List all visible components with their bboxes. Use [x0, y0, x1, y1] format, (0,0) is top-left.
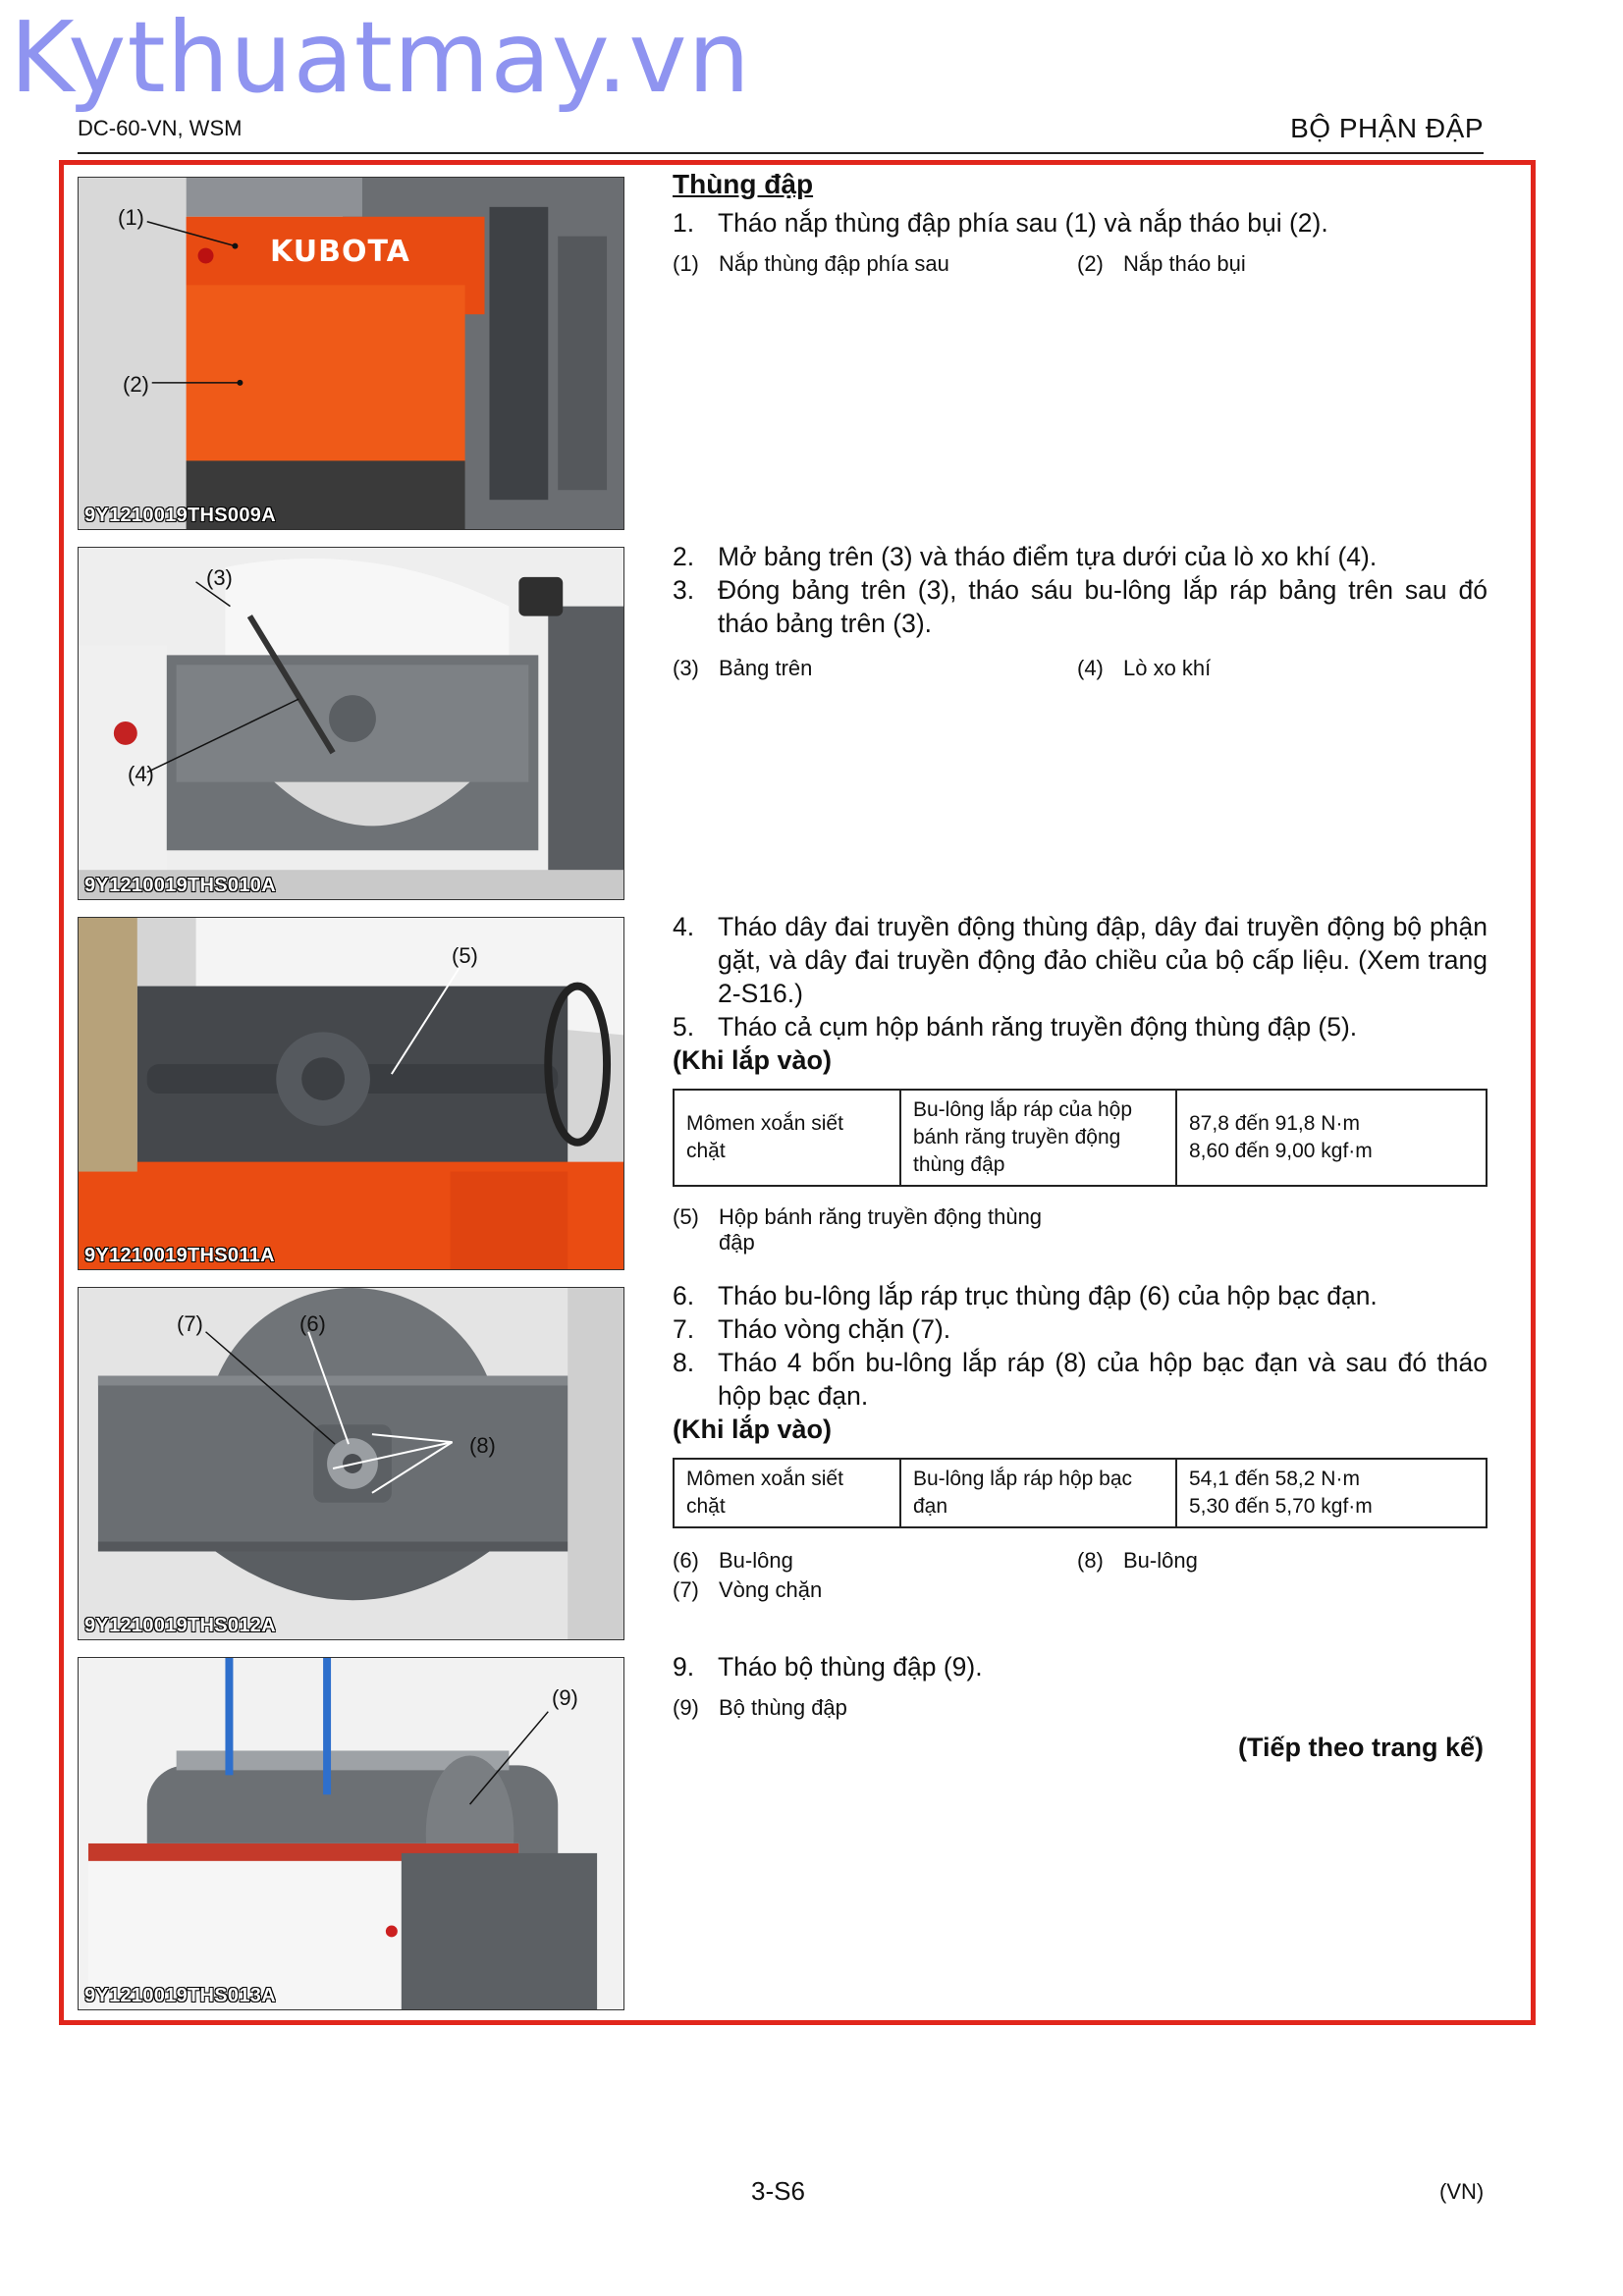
callout-7: (7) — [177, 1311, 203, 1336]
step-3: 3. Đóng bảng trên (3), tháo sáu bu-lông lắp ráp bảng trên sau đó tháo bảng trên (3). — [673, 575, 1488, 638]
torque-values: 87,8 đến 91,8 N·m 8,60 đến 9,00 kgf·m — [1176, 1090, 1487, 1186]
callout-9: (9) — [552, 1685, 578, 1710]
step-9: 9. Tháo bộ thùng đập (9). — [673, 1652, 983, 1682]
torque-table-2 — [673, 1458, 1488, 1528]
callout-2: (2) — [123, 372, 149, 397]
header-divider — [78, 152, 1484, 154]
photo-code: 9Y1210019THS012A — [84, 1615, 276, 1636]
kubota-brand-label: KUBOTA — [270, 235, 410, 269]
callout-6: (6) — [299, 1311, 326, 1336]
section-3 — [673, 910, 1488, 1255]
page-number: 3-S6 — [751, 2176, 805, 2206]
photo-bearing-case — [78, 1287, 624, 1640]
photo-thresher-cover — [78, 177, 624, 530]
callout-3: (3) — [206, 565, 233, 590]
photo-code: 9Y1210019THS013A — [84, 1985, 276, 2006]
legend-4: (6) Bu-lông (8) Bu-lông (7) Vòng chặn — [673, 1548, 1198, 1602]
photo-code: 9Y1210019THS010A — [84, 875, 276, 896]
section-title: BỘ PHẬN ĐẬP — [1290, 113, 1484, 143]
legend-5: (9) Bộ thùng đập — [673, 1695, 847, 1720]
torque-values: 54,1 đến 58,2 N·m 5,30 đến 5,70 kgf·m — [1176, 1459, 1487, 1527]
torque-label: Mômen xoắn siết chặt — [674, 1459, 900, 1527]
step-8: 8. Tháo 4 bốn bu-lông lắp ráp (8) của hộp bạc đạn và sau đó tháo hộp bạc đạn. — [673, 1348, 1488, 1411]
torque-table-1 — [673, 1089, 1488, 1187]
step-7: 7. Tháo vòng chặn (7). — [673, 1314, 951, 1344]
document-code: DC-60-VN, WSM — [78, 116, 243, 140]
section-5 — [673, 1650, 1488, 1721]
torque-label: Mômen xoắn siết chặt — [674, 1090, 900, 1186]
photo-code: 9Y1210019THS011A — [84, 1245, 275, 1266]
photo-code: 9Y1210019THS009A — [84, 505, 276, 526]
torque-part: Bu-lông lắp ráp hộp bạc đạn — [900, 1459, 1176, 1527]
callout-4: (4) — [128, 762, 154, 786]
photo-upper-panel — [78, 547, 624, 900]
step-1: 1. Tháo nắp thùng đập phía sau (1) và nắp tháo bụi (2). — [673, 208, 1328, 238]
callout-8: (8) — [469, 1433, 496, 1458]
section-1 — [673, 169, 1488, 277]
step-6: 6. Tháo bu-lông lắp ráp trục thùng đập (6) của hộp bạc đạn. — [673, 1281, 1378, 1310]
step-2: 2. Mở bảng trên (3) và tháo điểm tựa dưới của lò xo khí (4). — [673, 542, 1378, 571]
language-tag: (VN) — [1439, 2179, 1485, 2204]
installation-note: (Khi lắp vào) — [673, 1415, 833, 1444]
photo-gearbox — [78, 917, 624, 1270]
step-4: 4. Tháo dây đai truyền động thùng đập, dây đai truyền động bộ phận gặt, và dây đai truyền động đảo chiều của bộ cấp liệu. (Xem trang 2-S16.) — [673, 912, 1488, 1008]
legend-2: (3) Bảng trên (4) Lò xo khí — [673, 656, 1212, 680]
section-4 — [673, 1279, 1488, 1603]
step-5: 5. Tháo cả cụm hộp bánh răng truyền động thùng đập (5). — [673, 1012, 1358, 1041]
legend-1: (1) Nắp thùng đập phía sau (2) Nắp tháo bụi — [673, 251, 1246, 276]
continued-note: (Tiếp theo trang kế) — [1237, 1733, 1484, 1762]
installation-note: (Khi lắp vào) — [673, 1045, 833, 1075]
watermark-logo: Kythuatmay.vn — [10, 0, 751, 115]
legend-3: (5) Hộp bánh răng truyền động thùng đập — [673, 1204, 1043, 1255]
callout-1: (1) — [118, 205, 144, 230]
torque-part: Bu-lông lắp ráp của hộp bánh răng truyền động thùng đập — [900, 1090, 1176, 1186]
section-2 — [673, 540, 1488, 681]
callout-5: (5) — [452, 943, 478, 968]
subsection-title: Thùng đập — [673, 169, 814, 199]
photo-thresher-assembly — [78, 1657, 624, 2010]
